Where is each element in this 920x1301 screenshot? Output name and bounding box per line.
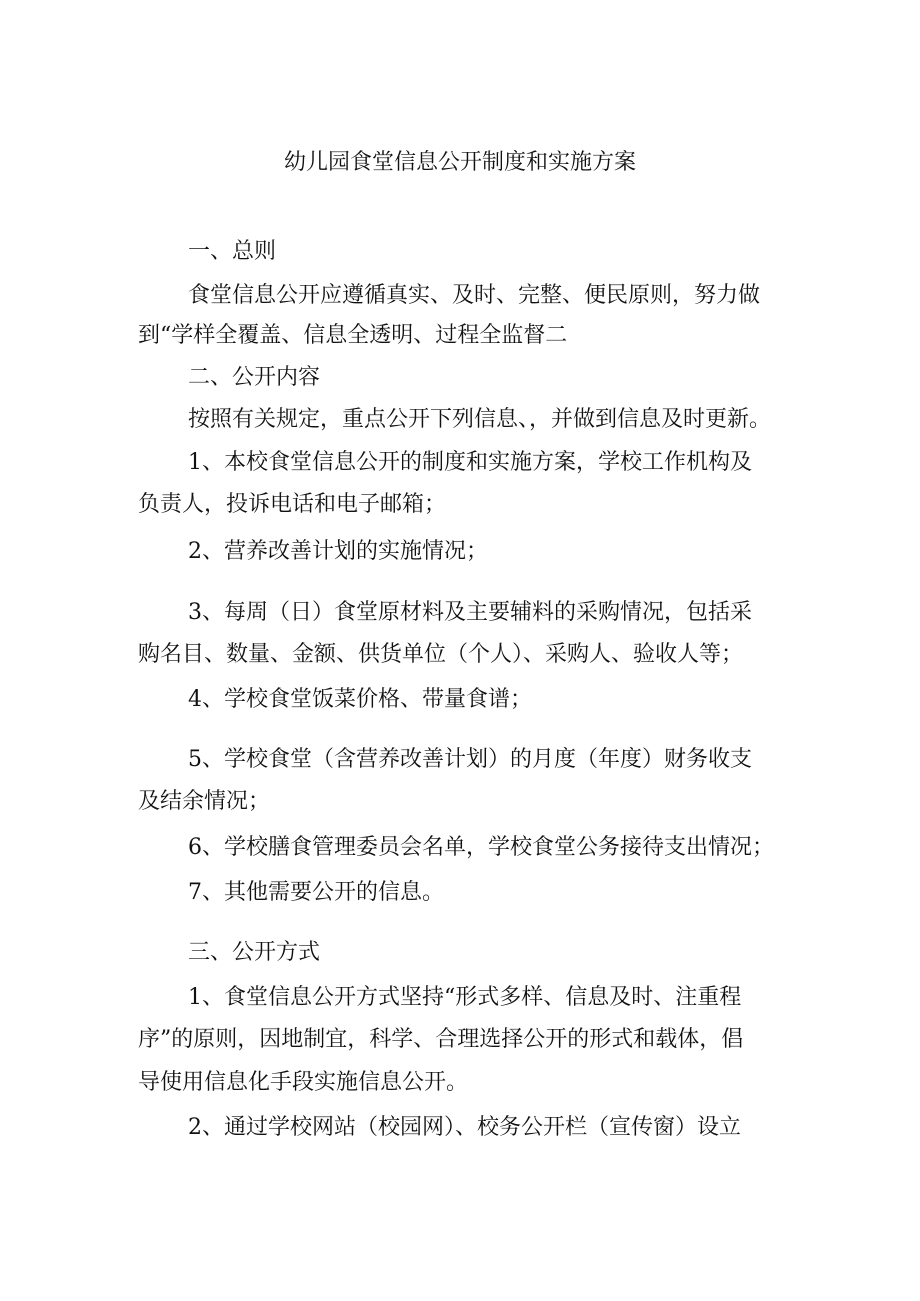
list-item-line: 1、食堂信息公开方式坚持“形式多样、信息及时、注重程: [188, 985, 742, 1010]
section-heading-general: 一、总则: [188, 239, 277, 264]
list-item-line: 7、其他需要公开的信息。: [188, 880, 444, 905]
list-item-line: 序”的原则，因地制宜，科学、合理选择公开的形式和载体，倡: [138, 1027, 744, 1052]
list-item-line: 及结余情况；: [138, 789, 271, 814]
list-item-line: 1、本校食堂信息公开的制度和实施方案，学校工作机构及: [188, 450, 752, 475]
list-item-line: 3、每周（日）食堂原材料及主要辅料的采购情况，包括采: [188, 600, 752, 625]
list-item-line: 5、学校食堂（含营养改善计划）的月度（年度）财务收支: [188, 747, 752, 772]
list-item-line: 导使用信息化手段实施信息公开。: [138, 1070, 469, 1095]
document-title: 幼儿园食堂信息公开制度和实施方案: [283, 150, 636, 175]
list-item-line: 4、学校食堂饭菜价格、带量食谱；: [188, 687, 532, 712]
list-item-line: 2、营养改善计划的实施情况；: [188, 539, 488, 564]
paragraph-line: 食堂信息公开应遵循真实、及时、完整、便民原则，努力做: [188, 283, 761, 308]
section-heading-method: 三、公开方式: [188, 940, 321, 965]
list-item-line: 负责人，投诉电话和电子邮箱；: [138, 492, 447, 517]
paragraph-line: 按照有关规定，重点公开下列信息、，并做到信息及时更新。: [188, 407, 772, 432]
section-heading-content: 二、公开内容: [188, 365, 321, 390]
paragraph-line: 到“学样全覆盖、信息全透明、过程全监督二: [138, 323, 568, 348]
list-item-line: 6、学校膳食管理委员会名单，学校食堂公务接待支出情况；: [188, 835, 774, 860]
list-item-line: 2、通过学校网站（校园网）、校务公开栏（宣传窗）设立: [188, 1115, 741, 1140]
list-item-line: 购名目、数量、金额、供货单位（个人）、采购人、验收人等；: [138, 642, 744, 667]
